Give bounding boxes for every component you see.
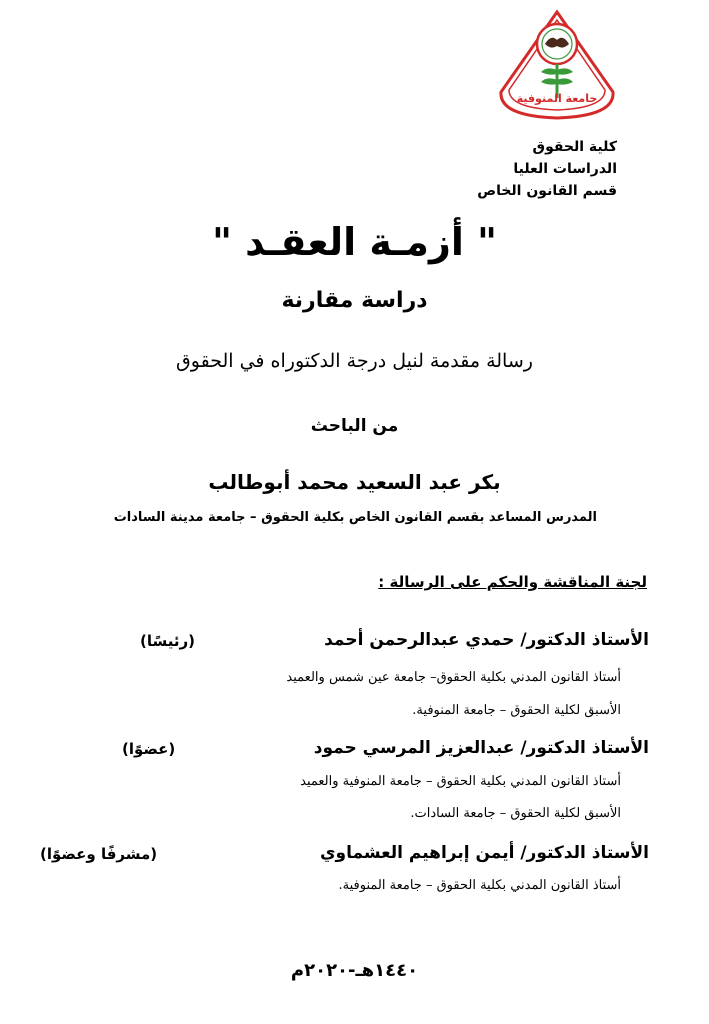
member-affiliation: الأسبق لكلية الحقوق – جامعة المنوفية. [412,703,621,718]
member-role: (عضوًا) [122,740,176,758]
member-affiliation: الأسبق لكلية الحقوق – جامعة السادات. [410,806,621,821]
committee-heading: لجنة المناقشة والحكم على الرسالة : [378,573,647,591]
member-name: الأستاذ الدكتور/ حمدي عبدالرحمن أحمد [324,630,649,650]
member-name: الأستاذ الدكتور/ عبدالعزيز المرسي حمود [313,738,649,758]
thesis-title: " أزمـة العقـد " [212,220,497,264]
researcher-position: المدرس المساعد بقسم القانون الخاص بكلية الحقوق – جامعة مدينة السادات [113,510,597,525]
studies-name: الدراسات العليا [513,161,617,177]
department-name: قسم القانون الخاص [477,183,617,199]
thesis-subtitle: دراسة مقارنة [281,288,428,313]
member-affiliation: أستاذ القانون المدني بكلية الحقوق – جامعة المنوفية. [338,878,621,893]
member-name: الأستاذ الدكتور/ أيمن إبراهيم العشماوي [319,843,649,863]
member-affiliation: أستاذ القانون المدني بكلية الحقوق– جامعة عين شمس والعميد [286,670,621,685]
university-logo [495,8,619,126]
member-role: (رئيسًا) [140,632,195,650]
department-header [477,136,617,202]
university-logo-text: جامعة المنوفية [516,92,598,105]
member-affiliation: أستاذ القانون المدني بكلية الحقوق – جامعة المنوفية والعميد [300,774,621,789]
university-logo-emblem [495,8,619,126]
member-role: (مشرفًا وعضوًا) [40,845,158,863]
thesis-date: ١٤٤٠هـ-٢٠٢٠م [290,960,419,981]
researcher-name: بكر عبد السعيد محمد أبوطالب [208,470,501,494]
thesis-description: رسالة مقدمة لنيل درجة الدكتوراه في الحقوق [176,350,533,372]
faculty-name: كلية الحقوق [532,139,617,155]
by-label: من الباحث [310,416,399,436]
